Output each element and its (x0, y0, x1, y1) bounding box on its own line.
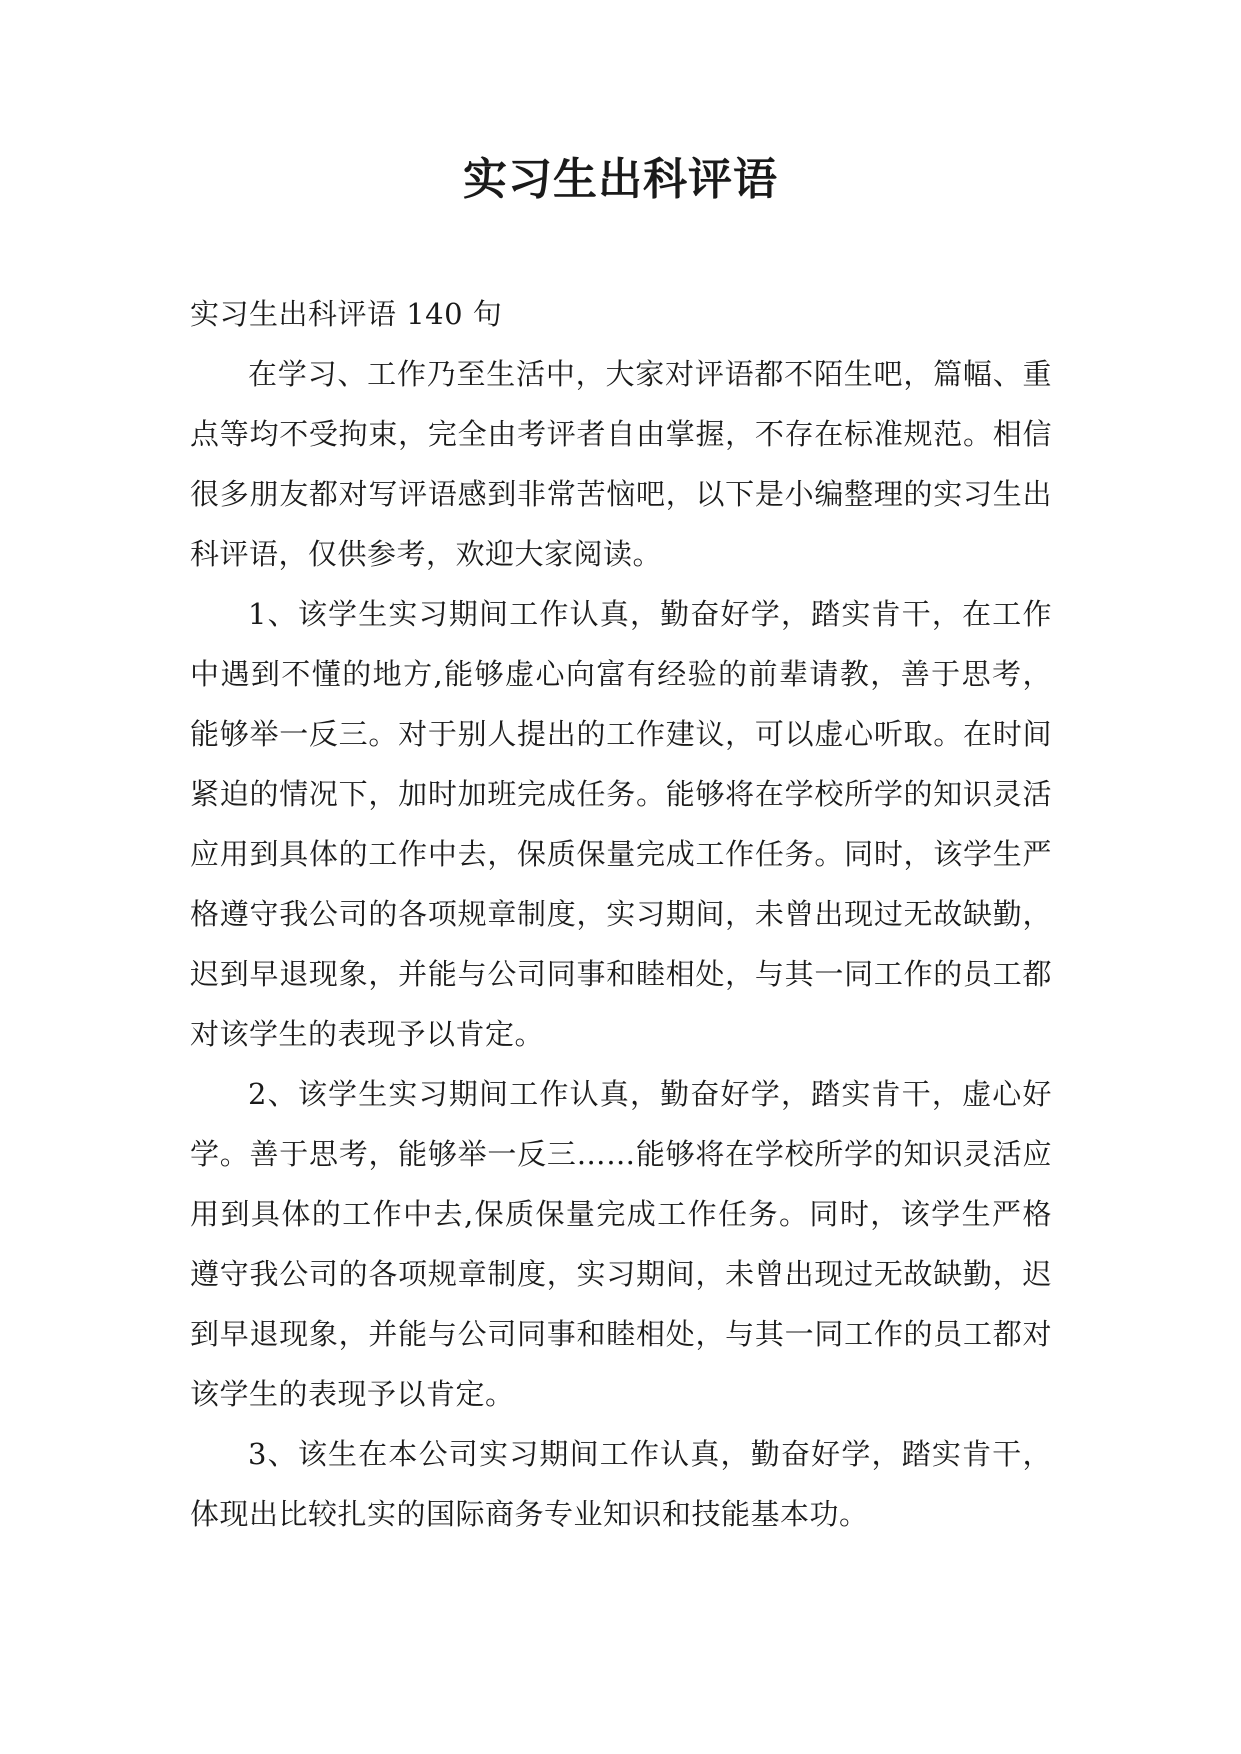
document-title: 实习生出科评语 (463, 154, 778, 205)
document-body (190, 284, 1052, 1544)
document-subtitle: 实习生出科评语 140 句 (190, 297, 503, 331)
comment-paragraph-3: 3、该生在本公司实习期间工作认真，勤奋好学，踏实肯干，体现出比较扎实的国际商务专业知识和技能基本功。 (190, 1437, 1052, 1531)
intro-paragraph: 在学习、工作乃至生活中，大家对评语都不陌生吧，篇幅、重点等均不受拘束，完全由考评者自由掌握，不存在标准规范。相信很多朋友都对写评语感到非常苦恼吧，以下是小编整理的实习生出科评语，仅供参考，欢迎大家阅读。 (190, 357, 1052, 571)
comment-paragraph-1: 1、该学生实习期间工作认真，勤奋好学，踏实肯干，在工作中遇到不懂的地方,能够虚心向富有经验的前辈请教，善于思考，能够举一反三。对于别人提出的工作建议，可以虚心听取。在时间紧迫的情况下，加时加班完成任务。能够将在学校所学的知识灵活应用到具体的工作中去，保质保量完成工作任务。同时，该学生严格遵守我公司的各项规章制度，实习期间，未曾出现过无故缺勤，迟到早退现象，并能与公司同事和睦相处，与其一同工作的员工都对该学生的表现予以肯定。 (190, 597, 1052, 1051)
comment-paragraph-2: 2、该学生实习期间工作认真，勤奋好学，踏实肯干，虚心好学。善于思考，能够举一反三……能够将在学校所学的知识灵活应用到具体的工作中去,保质保量完成工作任务。同时，该学生严格遵守我公司的各项规章制度，实习期间，未曾出现过无故缺勤，迟到早退现象，并能与公司同事和睦相处，与其一同工作的员工都对该学生的表现予以肯定。 (190, 1077, 1052, 1411)
